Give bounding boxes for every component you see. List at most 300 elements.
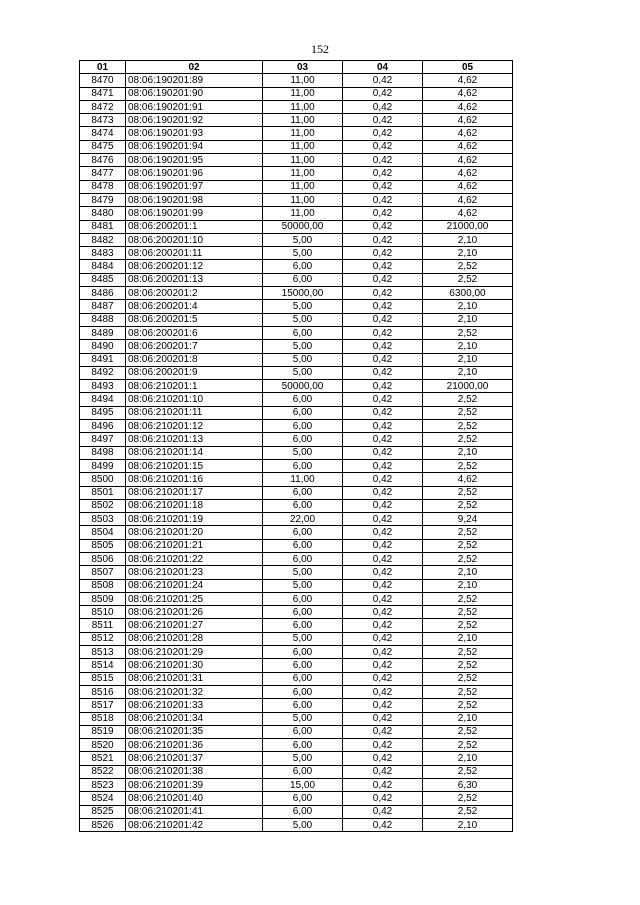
value-05-cell: 4,62: [423, 87, 513, 100]
cadastral-number-cell: 08:06:210201:21: [126, 539, 263, 552]
cadastral-number-cell: 08:06:200201:10: [126, 233, 263, 246]
table-row: [80, 114, 513, 127]
cadastral-number-cell: 08:06:200201:6: [126, 326, 263, 339]
cadastral-number-cell: 08:06:200201:1: [126, 220, 263, 233]
value-05-cell: 21000,00: [423, 220, 513, 233]
row-number-cell: 8496: [80, 420, 126, 433]
value-04-cell: 0,42: [343, 406, 423, 419]
row-number-cell: 8526: [80, 818, 126, 831]
value-05-cell: 2,52: [423, 805, 513, 818]
value-04-cell: 0,42: [343, 473, 423, 486]
table-header-row: [80, 61, 513, 74]
table-row: [80, 167, 513, 180]
table-row: [80, 818, 513, 831]
row-number-cell: 8520: [80, 739, 126, 752]
value-03-cell: 11,00: [263, 193, 343, 206]
row-number-cell: 8525: [80, 805, 126, 818]
value-05-cell: 2,10: [423, 446, 513, 459]
table-row: [80, 725, 513, 738]
cadastral-number-cell: 08:06:210201:11: [126, 406, 263, 419]
value-05-cell: 2,52: [423, 739, 513, 752]
cadastral-number-cell: 08:06:200201:13: [126, 273, 263, 286]
value-03-cell: 6,00: [263, 393, 343, 406]
cadastral-number-cell: 08:06:210201:40: [126, 792, 263, 805]
cadastral-number-cell: 08:06:210201:27: [126, 619, 263, 632]
value-04-cell: 0,42: [343, 646, 423, 659]
row-number-cell: 8517: [80, 699, 126, 712]
value-03-cell: 11,00: [263, 473, 343, 486]
row-number-cell: 8510: [80, 606, 126, 619]
row-number-cell: 8486: [80, 287, 126, 300]
row-number-cell: 8514: [80, 659, 126, 672]
value-03-cell: 6,00: [263, 459, 343, 472]
value-05-cell: 2,52: [423, 552, 513, 565]
value-04-cell: 0,42: [343, 526, 423, 539]
value-04-cell: 0,42: [343, 459, 423, 472]
value-05-cell: 4,62: [423, 167, 513, 180]
value-05-cell: 2,52: [423, 659, 513, 672]
value-04-cell: 0,42: [343, 207, 423, 220]
table-row: [80, 779, 513, 792]
table-row: [80, 340, 513, 353]
value-05-cell: 2,52: [423, 539, 513, 552]
value-03-cell: 11,00: [263, 154, 343, 167]
row-number-cell: 8481: [80, 220, 126, 233]
value-03-cell: 6,00: [263, 646, 343, 659]
table-row: [80, 606, 513, 619]
cadastral-number-cell: 08:06:210201:19: [126, 513, 263, 526]
cadastral-number-cell: 08:06:200201:2: [126, 287, 263, 300]
table-row: [80, 579, 513, 592]
value-03-cell: 6,00: [263, 805, 343, 818]
cadastral-number-cell: 08:06:210201:12: [126, 420, 263, 433]
value-05-cell: 2,10: [423, 300, 513, 313]
value-03-cell: 6,00: [263, 739, 343, 752]
value-03-cell: 5,00: [263, 632, 343, 645]
value-05-cell: 4,62: [423, 74, 513, 87]
value-04-cell: 0,42: [343, 380, 423, 393]
value-05-cell: 2,52: [423, 433, 513, 446]
value-03-cell: 11,00: [263, 87, 343, 100]
value-05-cell: 2,52: [423, 526, 513, 539]
value-03-cell: 22,00: [263, 513, 343, 526]
value-03-cell: 6,00: [263, 420, 343, 433]
row-number-cell: 8495: [80, 406, 126, 419]
value-05-cell: 2,52: [423, 725, 513, 738]
cadastral-number-cell: 08:06:210201:29: [126, 646, 263, 659]
row-number-cell: 8478: [80, 180, 126, 193]
cadastral-number-cell: 08:06:210201:16: [126, 473, 263, 486]
table-row: [80, 300, 513, 313]
value-03-cell: 5,00: [263, 579, 343, 592]
table-row: [80, 792, 513, 805]
table-row: [80, 393, 513, 406]
value-03-cell: 6,00: [263, 792, 343, 805]
value-03-cell: 6,00: [263, 659, 343, 672]
value-03-cell: 5,00: [263, 712, 343, 725]
row-number-cell: 8507: [80, 566, 126, 579]
value-03-cell: 6,00: [263, 326, 343, 339]
value-04-cell: 0,42: [343, 606, 423, 619]
value-05-cell: 2,52: [423, 459, 513, 472]
row-number-cell: 8492: [80, 366, 126, 379]
value-04-cell: 0,42: [343, 154, 423, 167]
page-number: 152: [311, 42, 329, 56]
value-05-cell: 4,62: [423, 127, 513, 140]
cadastral-number-cell: 08:06:210201:31: [126, 672, 263, 685]
value-04-cell: 0,42: [343, 313, 423, 326]
table-row: [80, 446, 513, 459]
column-header-01: 01: [80, 61, 126, 74]
row-number-cell: 8472: [80, 100, 126, 113]
value-04-cell: 0,42: [343, 632, 423, 645]
row-number-cell: 8479: [80, 193, 126, 206]
value-03-cell: 11,00: [263, 207, 343, 220]
row-number-cell: 8473: [80, 114, 126, 127]
value-04-cell: 0,42: [343, 566, 423, 579]
cadastral-number-cell: 08:06:210201:14: [126, 446, 263, 459]
value-03-cell: 11,00: [263, 127, 343, 140]
column-header-05: 05: [423, 61, 513, 74]
row-number-cell: 8502: [80, 499, 126, 512]
value-03-cell: 5,00: [263, 366, 343, 379]
row-number-cell: 8494: [80, 393, 126, 406]
table-row: [80, 140, 513, 153]
cadastral-number-cell: 08:06:200201:5: [126, 313, 263, 326]
cadastral-number-cell: 08:06:210201:20: [126, 526, 263, 539]
row-number-cell: 8493: [80, 380, 126, 393]
value-05-cell: 2,10: [423, 233, 513, 246]
cadastral-number-cell: 08:06:210201:10: [126, 393, 263, 406]
value-05-cell: 2,52: [423, 499, 513, 512]
cadastral-number-cell: 08:06:210201:33: [126, 699, 263, 712]
value-05-cell: 2,52: [423, 765, 513, 778]
value-04-cell: 0,42: [343, 193, 423, 206]
table-row: [80, 566, 513, 579]
value-04-cell: 0,42: [343, 100, 423, 113]
value-05-cell: 2,10: [423, 818, 513, 831]
cadastral-number-cell: 08:06:190201:93: [126, 127, 263, 140]
cadastral-number-cell: 08:06:190201:96: [126, 167, 263, 180]
value-04-cell: 0,42: [343, 486, 423, 499]
row-number-cell: 8504: [80, 526, 126, 539]
value-03-cell: 6,00: [263, 260, 343, 273]
table-row: [80, 752, 513, 765]
row-number-cell: 8500: [80, 473, 126, 486]
cadastral-number-cell: 08:06:210201:24: [126, 579, 263, 592]
value-05-cell: 2,10: [423, 579, 513, 592]
value-05-cell: 4,62: [423, 114, 513, 127]
row-number-cell: 8477: [80, 167, 126, 180]
table-row: [80, 619, 513, 632]
row-number-cell: 8498: [80, 446, 126, 459]
table-row: [80, 366, 513, 379]
value-03-cell: 5,00: [263, 300, 343, 313]
value-05-cell: 2,10: [423, 353, 513, 366]
value-03-cell: 6,00: [263, 539, 343, 552]
value-03-cell: 15000,00: [263, 287, 343, 300]
row-number-cell: 8483: [80, 247, 126, 260]
table-row: [80, 326, 513, 339]
value-05-cell: 2,52: [423, 592, 513, 605]
value-05-cell: 2,52: [423, 393, 513, 406]
row-number-cell: 8490: [80, 340, 126, 353]
value-03-cell: 6,00: [263, 699, 343, 712]
value-03-cell: 6,00: [263, 433, 343, 446]
cadastral-number-cell: 08:06:210201:42: [126, 818, 263, 831]
value-04-cell: 0,42: [343, 233, 423, 246]
value-05-cell: 2,52: [423, 792, 513, 805]
cadastral-number-cell: 08:06:190201:91: [126, 100, 263, 113]
value-03-cell: 5,00: [263, 752, 343, 765]
table-row: [80, 739, 513, 752]
table-row: [80, 765, 513, 778]
value-03-cell: 6,00: [263, 592, 343, 605]
value-05-cell: 4,62: [423, 154, 513, 167]
table-row: [80, 87, 513, 100]
table-row: [80, 233, 513, 246]
value-03-cell: 6,00: [263, 499, 343, 512]
value-05-cell: 2,52: [423, 646, 513, 659]
cadastral-number-cell: 08:06:210201:23: [126, 566, 263, 579]
row-number-cell: 8518: [80, 712, 126, 725]
value-03-cell: 6,00: [263, 765, 343, 778]
value-05-cell: 4,62: [423, 100, 513, 113]
value-03-cell: 6,00: [263, 552, 343, 565]
table-row: [80, 420, 513, 433]
row-number-cell: 8512: [80, 632, 126, 645]
table-row: [80, 699, 513, 712]
value-05-cell: 2,52: [423, 486, 513, 499]
value-03-cell: 11,00: [263, 140, 343, 153]
table-row: [80, 100, 513, 113]
value-03-cell: 5,00: [263, 340, 343, 353]
value-03-cell: 6,00: [263, 619, 343, 632]
cadastral-number-cell: 08:06:210201:28: [126, 632, 263, 645]
row-number-cell: 8489: [80, 326, 126, 339]
value-05-cell: 4,62: [423, 140, 513, 153]
table-row: [80, 592, 513, 605]
value-04-cell: 0,42: [343, 300, 423, 313]
value-05-cell: 2,52: [423, 273, 513, 286]
cadastral-number-cell: 08:06:210201:32: [126, 685, 263, 698]
value-05-cell: 6300,00: [423, 287, 513, 300]
table-row: [80, 127, 513, 140]
table-row: [80, 499, 513, 512]
value-04-cell: 0,42: [343, 513, 423, 526]
cadastral-number-cell: 08:06:190201:90: [126, 87, 263, 100]
value-03-cell: 5,00: [263, 313, 343, 326]
table-row: [80, 247, 513, 260]
column-header-03: 03: [263, 61, 343, 74]
column-header-04: 04: [343, 61, 423, 74]
value-03-cell: 6,00: [263, 725, 343, 738]
row-number-cell: 8491: [80, 353, 126, 366]
value-04-cell: 0,42: [343, 74, 423, 87]
row-number-cell: 8488: [80, 313, 126, 326]
table-row: [80, 207, 513, 220]
table-row: [80, 672, 513, 685]
value-04-cell: 0,42: [343, 792, 423, 805]
value-04-cell: 0,42: [343, 752, 423, 765]
value-03-cell: 5,00: [263, 233, 343, 246]
table-row: [80, 473, 513, 486]
value-04-cell: 0,42: [343, 287, 423, 300]
value-05-cell: 21000,00: [423, 380, 513, 393]
value-04-cell: 0,42: [343, 87, 423, 100]
value-04-cell: 0,42: [343, 433, 423, 446]
value-03-cell: 5,00: [263, 818, 343, 831]
value-03-cell: 11,00: [263, 180, 343, 193]
table-row: [80, 353, 513, 366]
table-row: [80, 380, 513, 393]
cadastral-number-cell: 08:06:210201:35: [126, 725, 263, 738]
row-number-cell: 8509: [80, 592, 126, 605]
value-05-cell: 4,62: [423, 193, 513, 206]
value-03-cell: 11,00: [263, 74, 343, 87]
value-04-cell: 0,42: [343, 499, 423, 512]
table-row: [80, 646, 513, 659]
column-header-02: 02: [126, 61, 263, 74]
table-row: [80, 805, 513, 818]
value-05-cell: 2,10: [423, 632, 513, 645]
cadastral-number-cell: 08:06:210201:15: [126, 459, 263, 472]
value-04-cell: 0,42: [343, 592, 423, 605]
row-number-cell: 8519: [80, 725, 126, 738]
cadastral-number-cell: 08:06:210201:1: [126, 380, 263, 393]
value-05-cell: 2,52: [423, 685, 513, 698]
cadastral-number-cell: 08:06:190201:97: [126, 180, 263, 193]
value-05-cell: 2,10: [423, 313, 513, 326]
value-05-cell: 2,10: [423, 752, 513, 765]
value-03-cell: 5,00: [263, 247, 343, 260]
value-05-cell: 2,52: [423, 326, 513, 339]
cadastral-number-cell: 08:06:210201:38: [126, 765, 263, 778]
value-03-cell: 6,00: [263, 406, 343, 419]
cadastral-number-cell: 08:06:200201:11: [126, 247, 263, 260]
value-04-cell: 0,42: [343, 552, 423, 565]
value-04-cell: 0,42: [343, 446, 423, 459]
value-05-cell: 2,52: [423, 420, 513, 433]
cadastral-number-cell: 08:06:190201:95: [126, 154, 263, 167]
row-number-cell: 8506: [80, 552, 126, 565]
row-number-cell: 8516: [80, 685, 126, 698]
value-05-cell: 9,24: [423, 513, 513, 526]
table-row: [80, 180, 513, 193]
value-04-cell: 0,42: [343, 818, 423, 831]
table-row: [80, 406, 513, 419]
value-04-cell: 0,42: [343, 725, 423, 738]
value-03-cell: 6,00: [263, 672, 343, 685]
data-table: [79, 60, 513, 832]
value-05-cell: 2,10: [423, 712, 513, 725]
row-number-cell: 8523: [80, 779, 126, 792]
row-number-cell: 8515: [80, 672, 126, 685]
cadastral-number-cell: 08:06:210201:37: [126, 752, 263, 765]
cadastral-number-cell: 08:06:190201:98: [126, 193, 263, 206]
table-row: [80, 433, 513, 446]
row-number-cell: 8470: [80, 74, 126, 87]
table-row: [80, 712, 513, 725]
row-number-cell: 8474: [80, 127, 126, 140]
value-04-cell: 0,42: [343, 326, 423, 339]
value-04-cell: 0,42: [343, 340, 423, 353]
table-row: [80, 526, 513, 539]
cadastral-number-cell: 08:06:210201:26: [126, 606, 263, 619]
value-04-cell: 0,42: [343, 353, 423, 366]
value-04-cell: 0,42: [343, 247, 423, 260]
table-row: [80, 313, 513, 326]
value-03-cell: 6,00: [263, 685, 343, 698]
value-03-cell: 11,00: [263, 114, 343, 127]
cadastral-number-cell: 08:06:210201:36: [126, 739, 263, 752]
cadastral-number-cell: 08:06:200201:4: [126, 300, 263, 313]
table-row: [80, 287, 513, 300]
row-number-cell: 8522: [80, 765, 126, 778]
value-03-cell: 6,00: [263, 486, 343, 499]
value-05-cell: 4,62: [423, 207, 513, 220]
cadastral-number-cell: 08:06:200201:12: [126, 260, 263, 273]
value-04-cell: 0,42: [343, 659, 423, 672]
value-05-cell: 2,52: [423, 699, 513, 712]
table-row: [80, 220, 513, 233]
row-number-cell: 8521: [80, 752, 126, 765]
value-04-cell: 0,42: [343, 127, 423, 140]
cadastral-number-cell: 08:06:210201:17: [126, 486, 263, 499]
table-row: [80, 539, 513, 552]
row-number-cell: 8476: [80, 154, 126, 167]
table-row: [80, 273, 513, 286]
row-number-cell: 8482: [80, 233, 126, 246]
value-04-cell: 0,42: [343, 180, 423, 193]
row-number-cell: 8487: [80, 300, 126, 313]
table-row: [80, 260, 513, 273]
value-04-cell: 0,42: [343, 260, 423, 273]
row-number-cell: 8503: [80, 513, 126, 526]
cadastral-number-cell: 08:06:210201:34: [126, 712, 263, 725]
value-05-cell: 4,62: [423, 180, 513, 193]
value-04-cell: 0,42: [343, 619, 423, 632]
value-04-cell: 0,42: [343, 273, 423, 286]
value-04-cell: 0,42: [343, 699, 423, 712]
cadastral-number-cell: 08:06:200201:8: [126, 353, 263, 366]
row-number-cell: 8475: [80, 140, 126, 153]
table-row: [80, 154, 513, 167]
cadastral-number-cell: 08:06:190201:99: [126, 207, 263, 220]
value-04-cell: 0,42: [343, 140, 423, 153]
table-row: [80, 459, 513, 472]
value-05-cell: 2,52: [423, 672, 513, 685]
value-04-cell: 0,42: [343, 167, 423, 180]
row-number-cell: 8524: [80, 792, 126, 805]
value-03-cell: 50000,00: [263, 220, 343, 233]
value-03-cell: 11,00: [263, 100, 343, 113]
row-number-cell: 8485: [80, 273, 126, 286]
row-number-cell: 8471: [80, 87, 126, 100]
value-03-cell: 11,00: [263, 167, 343, 180]
cadastral-number-cell: 08:06:200201:7: [126, 340, 263, 353]
row-number-cell: 8511: [80, 619, 126, 632]
cadastral-number-cell: 08:06:210201:39: [126, 779, 263, 792]
value-04-cell: 0,42: [343, 805, 423, 818]
cadastral-number-cell: 08:06:210201:25: [126, 592, 263, 605]
value-04-cell: 0,42: [343, 579, 423, 592]
value-03-cell: 15,00: [263, 779, 343, 792]
table-row: [80, 486, 513, 499]
value-03-cell: 6,00: [263, 526, 343, 539]
value-05-cell: 2,52: [423, 606, 513, 619]
table-row: [80, 513, 513, 526]
